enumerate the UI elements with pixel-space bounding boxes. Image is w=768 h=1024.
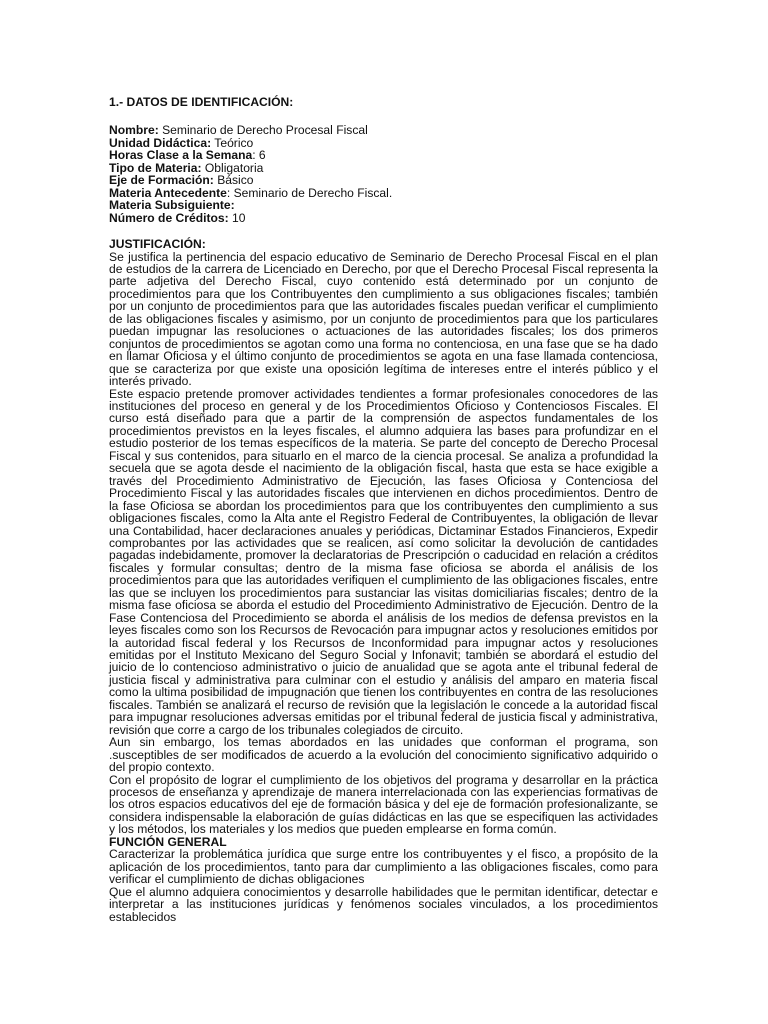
id-label: Materia Antecedente [109, 185, 227, 200]
id-value: Obligatoria [201, 160, 264, 175]
id-label: Materia Subsiguiente: [109, 198, 235, 213]
id-label: Tipo de Materia: [109, 160, 202, 175]
section-heading-identificacion: 1.- DATOS DE IDENTIFICACIÓN: [109, 95, 294, 109]
id-label: Eje de Formación: [109, 173, 214, 188]
id-label: Horas Clase a la Semana [109, 148, 253, 163]
id-value: : Seminario de Derecho Fiscal. [226, 185, 393, 200]
funcion-paragraph-1: Caracterizar la problemática jurídica que surge entre los contribuyentes y el fisco, a propósito de la aplicación de los procedimientos, tanto para dar cumplimiento a las obligaciones fiscales, como para verificar el cumplimiento de dichas obligaciones [109, 847, 658, 887]
id-label: Número de Créditos: [109, 210, 229, 225]
id-row-numero-creditos [109, 212, 658, 224]
id-label: Unidad Didáctica: [109, 135, 212, 150]
id-value: 10 [228, 210, 246, 225]
id-value: : 6 [252, 148, 266, 163]
funcion-paragraph-2: Que el alumno adquiera conocimientos y desarrolle habilidades que le permitan identificar, detectar e interpretar a las instituciones jurídicas y fenómenos sociales vinculados, a los procedimientos establecidos [109, 884, 658, 924]
document-content [109, 96, 658, 923]
identification-list [109, 124, 658, 224]
id-label: Nombre: [109, 123, 159, 138]
id-value: Teórico [211, 135, 254, 150]
id-value: Seminario de Derecho Procesal Fiscal [158, 123, 368, 138]
justificacion-paragraph-1: Se justifica la pertinencia del espacio educativo de Seminario de Derecho Procesal Fiscal en el plan de estudios de la carrera de Licenciado en Derecho, por que el Derecho Procesal Fiscal representa la parte adjetiva del Derecho Fiscal, cuyo contenido está determinado por un conjunto de procedimientos para que los Contribuyentes den cumplimiento a sus obligaciones fiscales; también por un conjunto de procedimientos para que las autoridades fiscales puedan verificar el cumplimiento de las obligaciones fiscales y asimismo, por un conjunto de procedimientos para que los particulares puedan impugnar las resoluciones o actuaciones de las autoridades fiscales; los dos primeros conjuntos de procedimientos se agotan como una forma no contenciosa, en una fase que se ha dado en llamar Oficiosa y el último conjunto de procedimientos se agota en una fase llamada contenciosa, que se caracteriza por que existe una oposición legítima de intereses entre el interés público y el interés privado. [109, 249, 658, 389]
justificacion-paragraph-4: Con el propósito de lograr el cumplimiento de los objetivos del programa y desarrollar en la práctica procesos de enseñanza y aprendizaje de manera interrelacionada con las experiencias formativas de los otros espacios educativos del eje de formación básica y del eje de formación profesionalizante, se considera indispensable la elaboración de guías didácticas en las que se especifiquen las actividades y los métodos, los materiales y los medios que pueden emplearse en forma común. [109, 772, 658, 837]
section-heading-justificacion: JUSTIFICACIÓN: [109, 237, 206, 252]
section-heading-funcion-general: FUNCIÓN GENERAL [109, 834, 227, 849]
id-value: Básico [213, 173, 254, 188]
justificacion-paragraph-2: Este espacio pretende promover actividades tendientes a formar profesionales conocedores de las instituciones del proceso en general y de los Procedimientos Oficioso y Contenciosos Fiscales. El curso está diseñado para que a partir de la comprensión de aspectos fundamentales de los procedimientos previstos en la leyes fiscales, el alumno adquiera las bases para profundizar en el estudio posterior de los temas específicos de la materia. Se parte del concepto de Derecho Procesal Fiscal y sus contenidos, para situarlo en el marco de la ciencia procesal. Se analiza a profundidad la secuela que se agota desde el nacimiento de la obligación fiscal, hasta que esta se hace exigible a través del Procedimiento Administrativo de Ejecución, las fases Oficiosa y Contenciosa del Procedimiento Fiscal y las autoridades fiscales que intervienen en dichos procedimientos. Dentro de la fase Oficiosa se abordan los procedimientos para que los contribuyentes den cumplimiento a sus obligaciones fiscales, como la Alta ante el Registro Federal de Contribuyentes, la obligación de llevar una Contabilidad, hacer declaraciones anuales y periódicas, Dictaminar Estados Financieros, Expedir comprobantes por las actividades que se realicen, así como solicitar la devolución de cantidades pagadas indebidamente, promover la declaratorias de Prescripción o caducidad en relación a créditos fiscales y formular consultas; dentro de la misma fase oficiosa se aborda el análisis de los procedimientos para que las autoridades verifiquen el cumplimiento de las obligaciones fiscales, entre las que se incluyen los procedimientos para sustanciar las visitas domiciliarias fiscales; dentro de la misma fase oficiosa se aborda el estudio del Procedimiento Administrativo de Ejecución. Dentro de la Fase Contenciosa del Procedimiento se aborda el análisis de los medios de defensa previstos en la leyes fiscales como son los Recursos de Revocación para impugnar actos y resoluciones emitidos por la autoridad fiscal federal y los Recursos de Inconformidad para impugnar actos y resoluciones emitidas por el Instituto Mexicano del Seguro Social y Infonavit; también se abordará el estudio del juicio de lo contencioso administrativo o juicio de anualidad que se agota ante el tribunal federal de justicia fiscal y administrativa para culminar con el estudio y análisis del amparo en materia fiscal como la ultima posibilidad de impugnación que tienen los contribuyentes en contra de las resoluciones fiscales. También se analizará el recurso de revisión que la legislación le concede a la autoridad fiscal para impugnar resoluciones adversas emitidas por el tribunal federal de justicia fiscal y administrativa, revisión que corre a cargo de los tribunales colegiados de circuito. [109, 386, 658, 737]
justificacion-paragraph-3: Aun sin embargo, los temas abordados en las unidades que conforman el programa, son .susceptibles de ser modificados de acuerdo a la evolución del conocimiento significativo adquirido o del propio contexto. [109, 735, 658, 775]
